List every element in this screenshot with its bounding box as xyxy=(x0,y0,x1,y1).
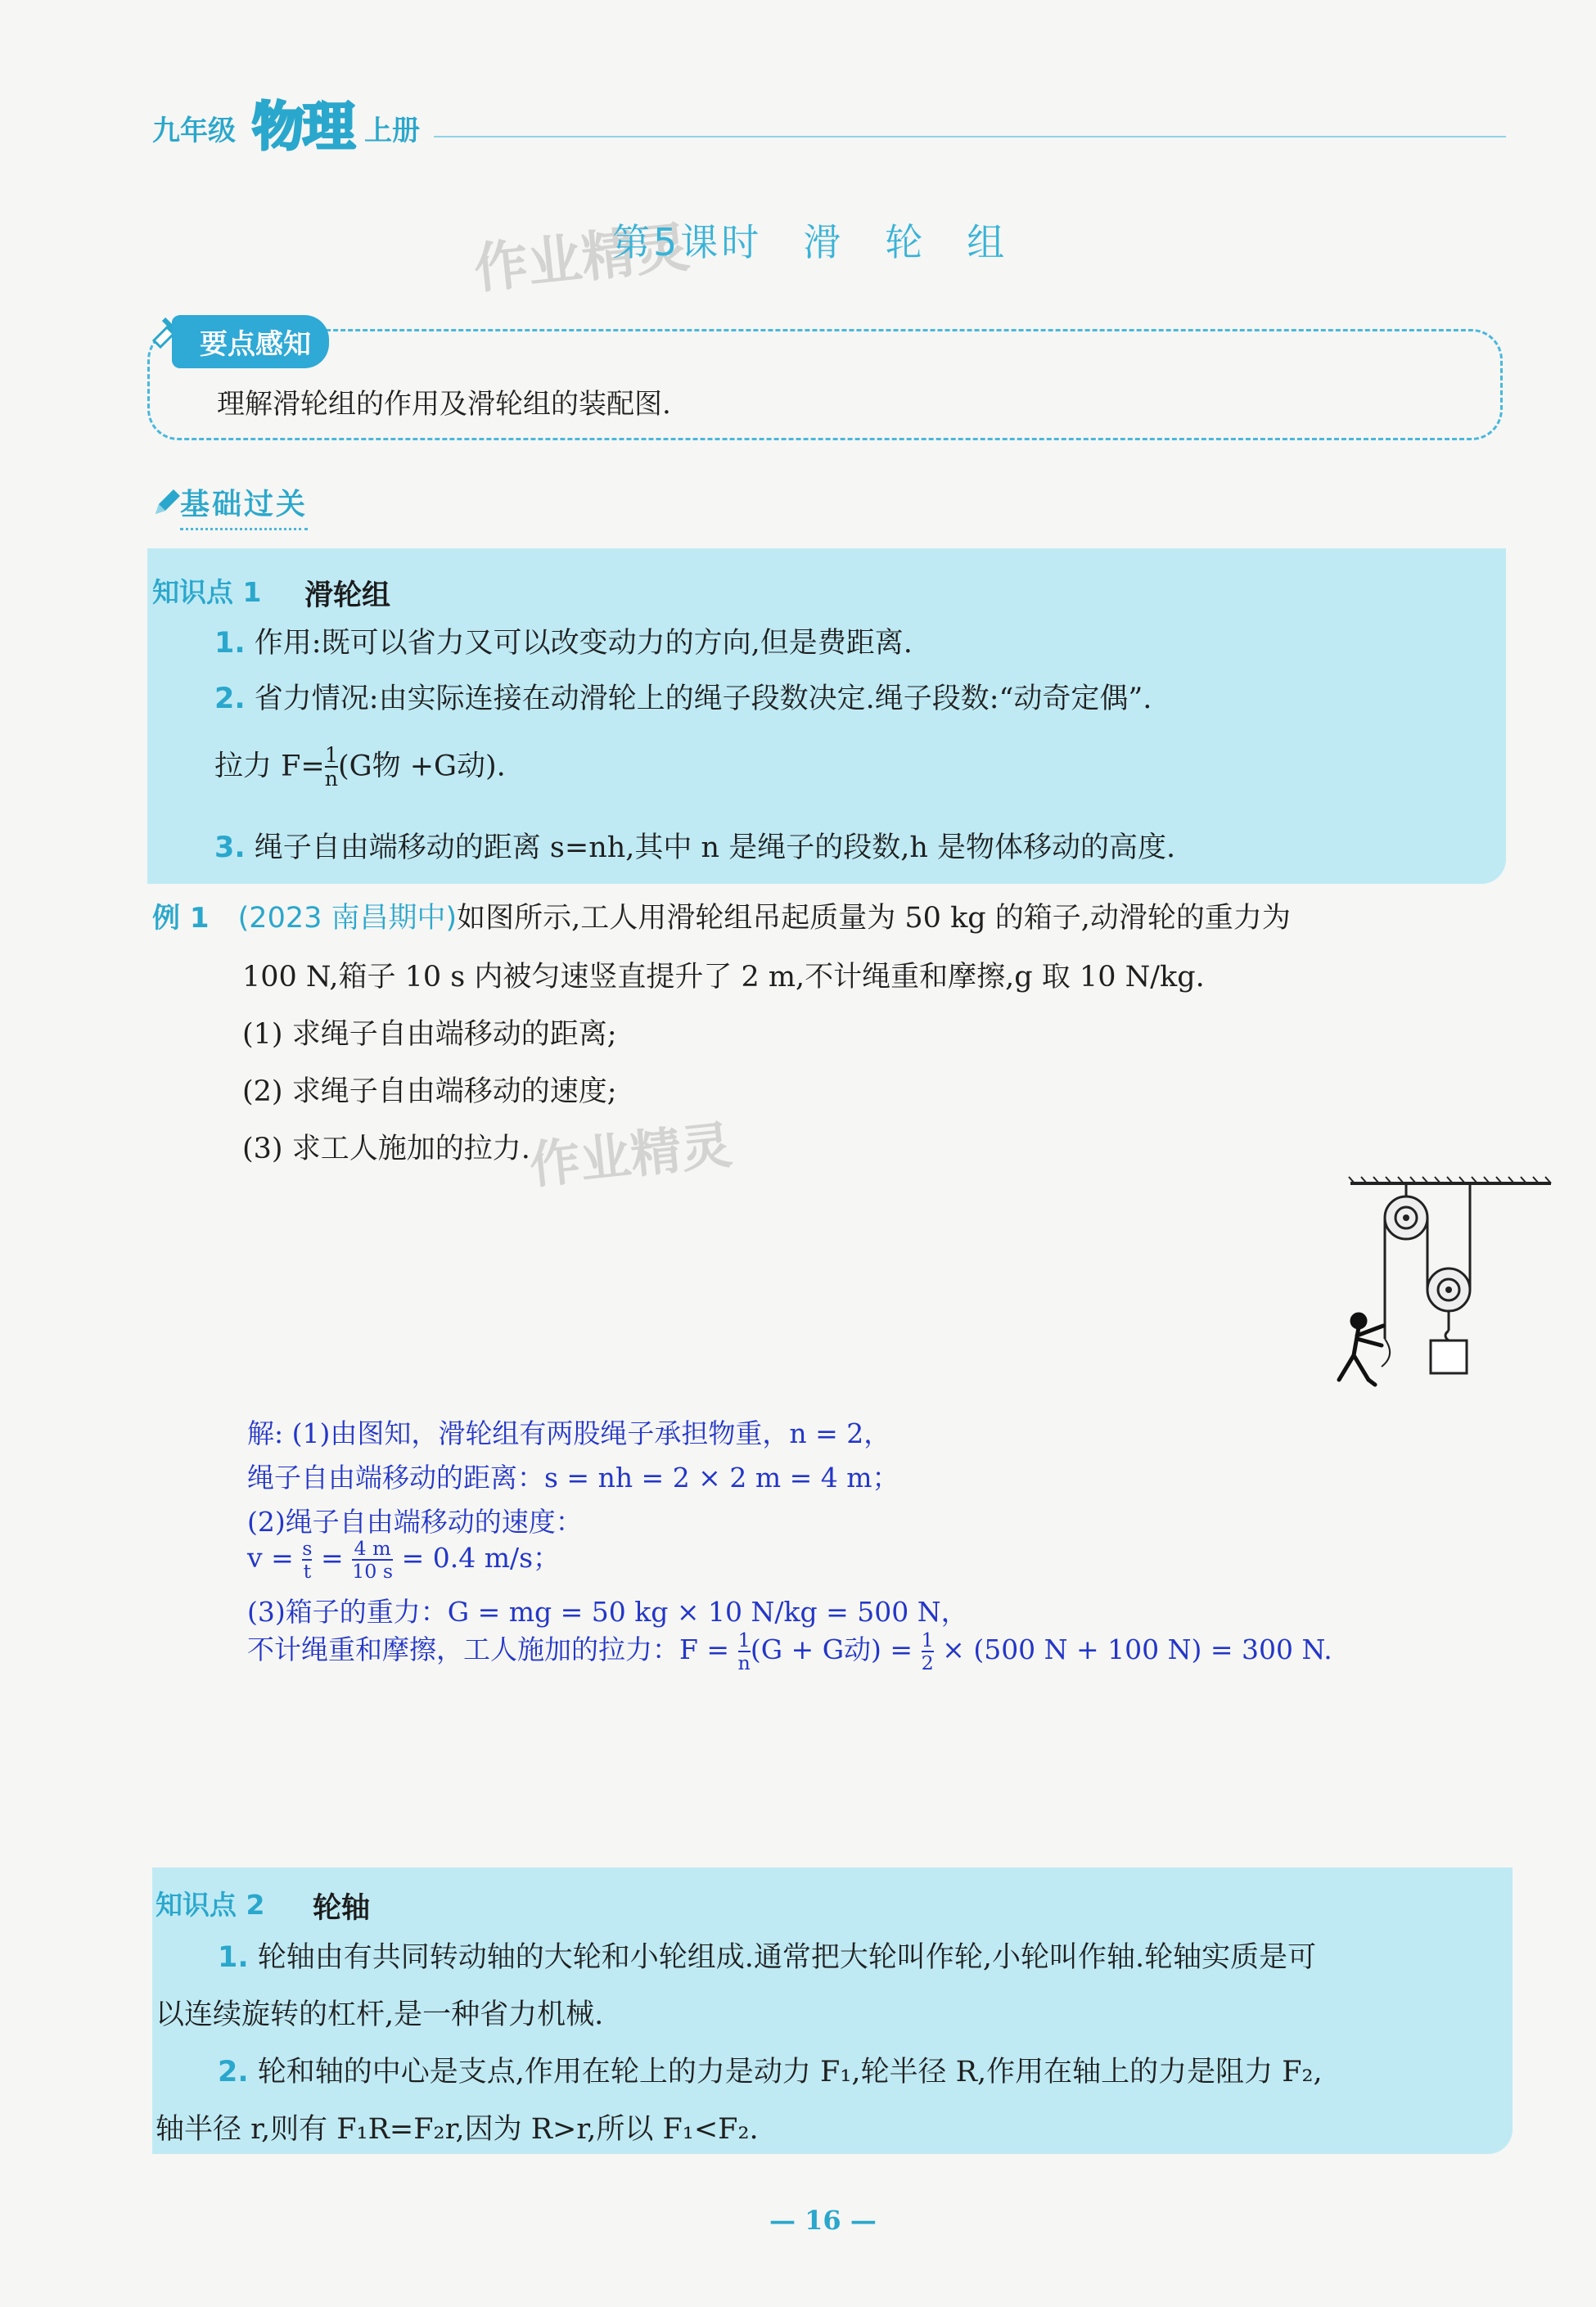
kp1-item-3 xyxy=(214,830,1175,867)
watermark-top: 作业精灵 xyxy=(471,215,692,301)
example-stem-1: 如图所示,工人用滑轮组吊起质量为 50 kg 的箱子,动滑轮的重力为 xyxy=(457,902,1291,935)
kp1-item-3-text: 绳子自由端移动的距离 s=nh,其中 n 是绳子的段数,h 是物体移动的高度. xyxy=(254,831,1176,864)
formula-numerator: 1 xyxy=(324,743,338,767)
sol4-c: = 0.4 m/s； xyxy=(393,1542,561,1574)
example-source: (2023 南昌期中) xyxy=(237,902,458,935)
solution-line-3: (2)绳子自由端移动的速度： xyxy=(247,1506,583,1538)
sol6-f2-den: 2 xyxy=(921,1651,934,1674)
lesson-title: 第5课时 滑 轮 组 xyxy=(612,220,1008,264)
example-q1: (1) 求绳子自由端移动的距离; xyxy=(242,1018,617,1051)
kp2-para-2-cont: 轴半径 r,则有 F₁R=F₂r,因为 R>r,所以 F₁<F₂. xyxy=(156,2113,759,2146)
example-label: 例 1 xyxy=(152,902,210,935)
solution-line-4 xyxy=(247,1537,560,1581)
sol6-b: (G + G动) = xyxy=(750,1633,922,1665)
example-q3: (3) 求工人施加的拉力. xyxy=(242,1133,530,1165)
kp1-item-1-text: 作用:既可以省力又可以改变动力的方向,但是费距离. xyxy=(254,627,913,660)
kp1-label: 知识点 1 xyxy=(152,576,262,608)
sol4-f1-num: s xyxy=(302,1536,313,1560)
formula-rest: (G物 +G动). xyxy=(337,750,506,783)
header-subject: 物理 xyxy=(252,97,354,158)
example-line-1 xyxy=(152,900,1291,938)
kp1-formula xyxy=(214,745,506,791)
sol6-f1-den: n xyxy=(737,1651,751,1674)
kp2-title: 轮轴 xyxy=(313,1892,371,1925)
kp2-para-1-cont: 以连续旋转的杠杆,是一种省力机械. xyxy=(156,1998,604,2031)
kp1-item-2-text: 省力情况:由实际连接在动滑轮上的绳子段数决定.绳子段数:“动奇定偶”. xyxy=(254,683,1152,715)
formula-denominator: n xyxy=(324,767,338,791)
kp2-p1-num: 1. xyxy=(218,1941,249,1974)
page-number: — 16 — xyxy=(769,2205,877,2236)
example-stem-2: 100 N,箱子 10 s 内被匀速竖直提升了 2 m,不计绳重和摩擦,g 取 10 N/kg. xyxy=(242,961,1205,994)
sol4-f1-den: t xyxy=(303,1559,312,1583)
solution-line-1: 解: (1)由图知，滑轮组有两股绳子承担物重，n = 2， xyxy=(247,1417,891,1449)
kp2-label: 知识点 2 xyxy=(156,1889,265,1921)
kp1-item-1-num: 1. xyxy=(214,627,246,660)
sol4-frac-2 xyxy=(352,1536,394,1583)
sol6-f1-num: 1 xyxy=(737,1628,751,1651)
kp1-item-2-num: 2. xyxy=(214,683,246,715)
section-basic: 基础过关 xyxy=(180,481,308,530)
header-volume: 上册 xyxy=(364,115,420,147)
sol6-a: 不计绳重和摩擦，工人施加的拉力：F = xyxy=(247,1633,738,1665)
solution-line-6 xyxy=(247,1629,1332,1673)
kp2-p2-num: 2. xyxy=(218,2056,249,2088)
sol4-f2-num: 4 m xyxy=(354,1536,391,1560)
kp2-para-1 xyxy=(218,1940,1316,1977)
sol6-frac-1 xyxy=(738,1630,751,1674)
sol6-c: × (500 N + 100 N) = 300 N. xyxy=(933,1633,1332,1665)
kp2-p2-text: 轮和轴的中心是支点,作用在轮上的力是动力 F₁,轮半径 R,作用在轴上的力是阻力 F₂, xyxy=(248,2056,1323,2088)
sol6-frac-2 xyxy=(922,1630,934,1674)
solution-line-2: 绳子自由端移动的距离：s = nh = 2 × 2 m = 4 m； xyxy=(247,1462,899,1494)
example-q2: (2) 求绳子自由端移动的速度; xyxy=(242,1075,617,1108)
kp2-p1-text: 轮轴由有共同转动轴的大轮和小轮组成.通常把大轮叫作轮,小轮叫作轴.轮轴实质是可 xyxy=(248,1941,1317,1974)
formula-fraction xyxy=(325,745,338,791)
kp1-title: 滑轮组 xyxy=(304,579,391,612)
solution-line-5: (3)箱子的重力：G = mg = 50 kg × 10 N/kg = 500 N， xyxy=(247,1596,968,1628)
kp2-para-2 xyxy=(218,2054,1323,2092)
sol4-frac-1 xyxy=(302,1536,313,1583)
kp1-item-1 xyxy=(214,625,913,663)
kp1-item-3-num: 3. xyxy=(214,831,246,864)
header-rule xyxy=(434,136,1506,137)
header-grade: 九年级 xyxy=(152,115,236,147)
sol6-f2-num: 1 xyxy=(921,1628,934,1651)
formula-prefix: 拉力 F= xyxy=(214,750,325,783)
sol4-f2-den: 10 s xyxy=(352,1559,394,1583)
watermark-mid: 作业精灵 xyxy=(526,1115,735,1196)
sol4-a: v = xyxy=(247,1542,303,1574)
pulley-diagram xyxy=(1310,1175,1555,1424)
pencil-icon xyxy=(151,486,183,522)
kp1-item-2 xyxy=(214,681,1152,719)
sol4-b: = xyxy=(312,1542,353,1574)
key-points-text: 理解滑轮组的作用及滑轮组的装配图. xyxy=(217,388,671,421)
key-points-tag: 要点感知 xyxy=(172,315,329,368)
